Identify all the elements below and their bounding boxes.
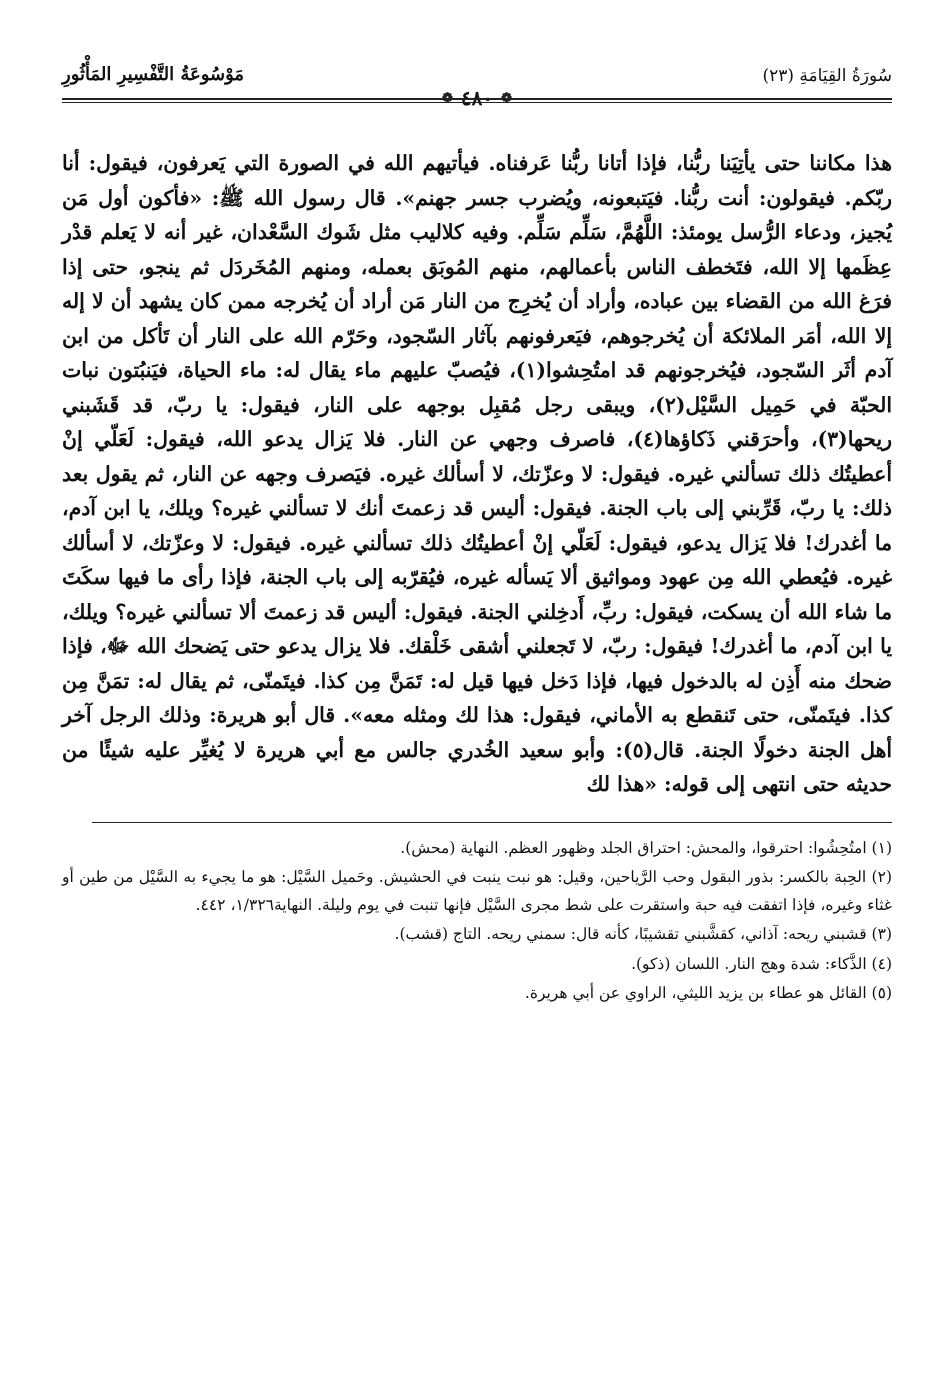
footnote-divider (92, 822, 892, 823)
footnote-1: (١) امتُحِشُوا: احترقوا، والمحش: احتراق الجلد وظهور العظم. النهاية (محش). (400, 838, 892, 857)
header-divider-thin (62, 102, 892, 103)
footnotes (62, 835, 892, 1008)
ornament-icon: ❁ (501, 90, 513, 106)
header-divider (62, 98, 892, 100)
ornament-icon: ❁ (441, 90, 453, 106)
page-number: ٤٨٠ (460, 86, 494, 110)
footnote-5: (٥) القائل هو عطاء بن يزيد الليثي، الراوي عن أبي هريرة. (524, 984, 892, 1002)
footnote-3: (٣) قشبني ريحه: آذاني، كقشَّبني تقشيبًا، كأنه قال: سمني ريحه. التاج (قشب). (394, 925, 892, 943)
main-paragraph: هذا مكاننا حتى يأتِيَنا ربُّنا، فإذا أتانا ربُّنا عَرفناه. فيأتيهم الله في الصورة التي يَعرفون، فيقول: أنا ربّكم. فيقولون: أنت ربُّنا. فيَتبعونه، ويُضرب جسر جهنم». قال رسول الله ﷺ: «فأكون أول مَن يُجيز، ودعاء الرُّسل يومئذ: اللَّهُمَّ، سَلِّم سَلِّم. وفيه كلاليب مثل شَوك السَّعْدان، غير أنه لا يَعلم قدْر عِظَمها إلا الله، فتَخطف الناس بأعمالهم، منهم المُوبَق بعمله، ومنهم المُخَردَل ثم ينجو، حتى إذا فرَغ الله من القضاء بين عباده، وأراد أن يُخرِج من النار مَن أراد أن يُخرجه ممن كان يشهد أن لا إله إلا الله، أمَر الملائكة أن يُخرجوهم، فيَعرفونهم بآثار السّجود، وحَرّم الله على النار أن تَأكل من ابن آدم أثَر السّجود، فيُخرجونهم قد امتُحِشوا(١)، فيُصبّ عليهم ماء يقال له: ماء الحياة، فيَنبُتون نبات الحبّة في حَمِيل السَّيْل(٢)، ويبقى رجل مُقبِل بوجهه على النار، فيقول: يا ربّ، قد قَشَبني ريحها(٣)، وأحرَقني ذَكاؤها(٤)، فاصرف وجهي عن النار. فلا يَزال يدعو الله، فيقول: لَعَلّي إنْ أعطيتُك ذلك تسألني غيره. فيقول: لا وعزّتك، لا أسألك غيره. فيَصرف وجهه عن النار، ثم يقول بعد ذلك: يا ربّ، قَرِّبني إلى باب الجنة. فيقول: أليس قد زعمتَ أنك لا تسألني غيره؟ ويلك، يا ابن آدم، ما أغدرك! فلا يَزال يدعو، فيقول: لَعَلّي إنْ أعطيتُك ذلك تسألني غيره. فيقول: لا وعزّتك، لا أسألك غيره. فيُعطي الله مِن عهود ومواثيق ألا يَسأله غيره، فيُقرّبه إلى باب الجنة، فإذا رأى ما فيها سكَتَ ما شاء الله أن يسكت، فيقول: ربِّ، أَدخِلني الجنة. فيقول: أليس قد زعمتَ ألا تسألني غيره؟ ويلك، يا ابن آدم، ما أغدرك! فيقول: ربّ، لا تَجعلني أشقى خَلْقك. فلا يزال يدعو حتى يَضحك الله ﷻ، فإذا ضحك منه أَذِن له بالدخول فيها، فإذا دَخل فيها قيل له: تَمَنَّ مِن كذا. فيتَمنّى، ثم يقال له: تمَنَّ مِن كذا. فيتَمنّى، حتى تَنقطع به الأماني، فيقول: هذا لك ومثله معه». قال أبو هريرة: وذلك الرجل آخر أهل الجنة دخولًا الجنة. قال(٥): وأبو سعيد الخُدري جالس مع أبي هريرة لا يُغيِّر عليه شيئًا من حديثه حتى انتهى إلى قوله: «هذا لك (62, 151, 892, 796)
footnote-2: (٢) الحِبة بالكسر: بذور البقول وحب الرَّياحين، وقيل: هو نبت ينبت في الحشيش. وحَميل السَّيْل: هو ما يجيء به السَّيْل من طين أو غثاء وغيره، فإذا اتفقت فيه حبة واستقرت على شط مجرى السَّيْل فإنها تنبت في يوم وليلة. النهاية١/٣٢٦، ٤٤٢. (62, 868, 892, 914)
page-header (62, 58, 892, 118)
footnote-4: (٤) الذَّكاء: شدة وهج النار. اللسان (ذكو). (631, 954, 892, 973)
surah-title: سُورَةُ القِيَامَةِ (٢٣) (762, 66, 892, 86)
book-title: مَوْسُوعَةُ التَّفْسِيرِ المَأْثُورِ (62, 64, 245, 85)
main-text (62, 146, 892, 802)
book-page (62, 58, 892, 1348)
